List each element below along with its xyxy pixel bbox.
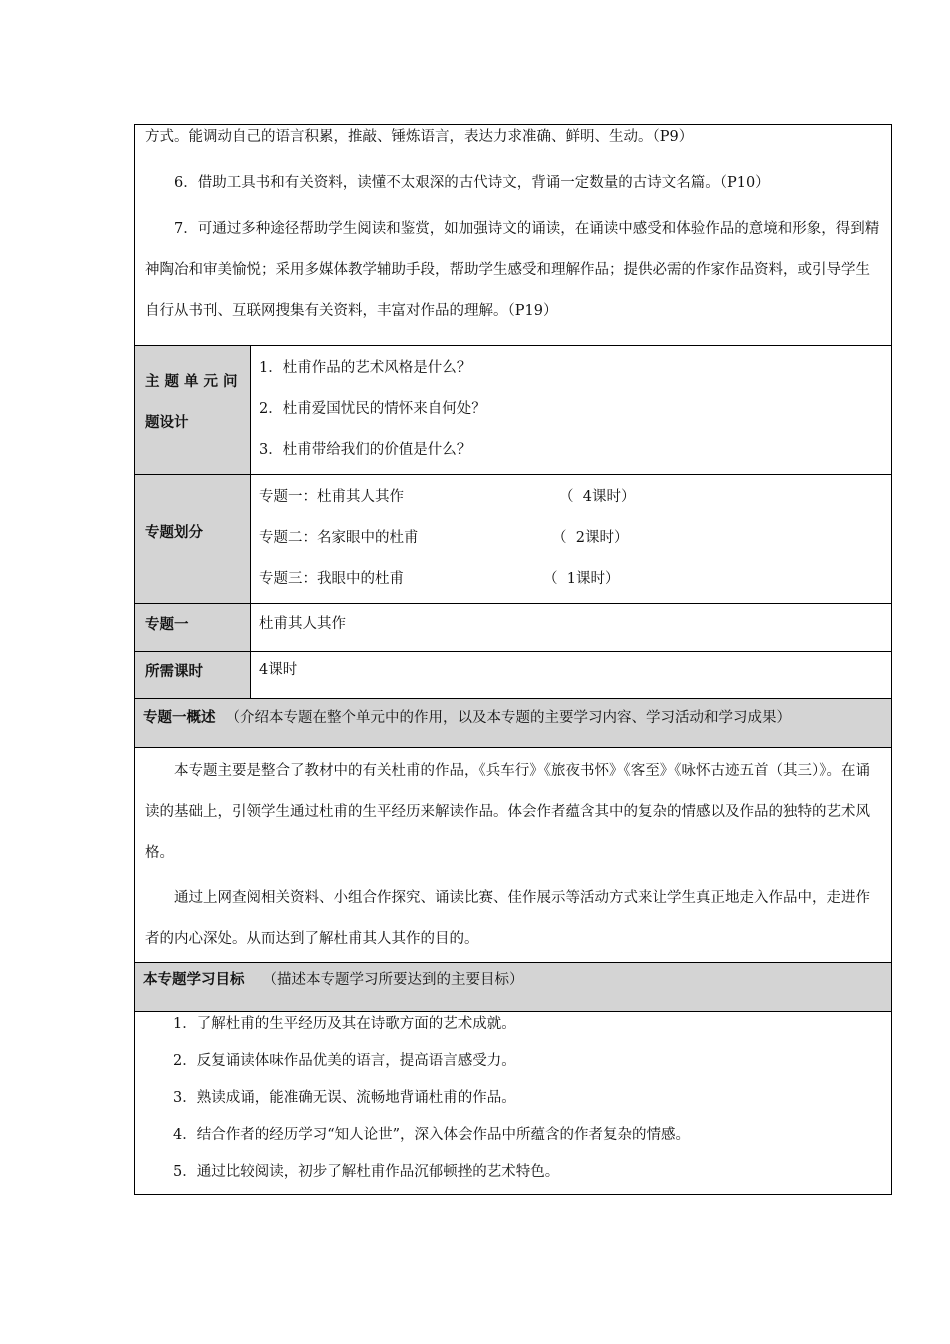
standards-paragraph: 6．借助工具书和有关资料，读懂不太艰深的古代诗文，背诵一定数量的古诗文名篇。（P10） <box>174 175 770 191</box>
topic-name: 专题三：我眼中的杜甫 <box>259 571 404 587</box>
question-item: 1．杜甫作品的艺术风格是什么？ <box>259 360 472 376</box>
question-item: 3．杜甫带给我们的价值是什么？ <box>259 442 472 458</box>
overview-body-cell <box>135 748 892 963</box>
hours-value: 4课时 <box>259 662 298 678</box>
goal-item: 3．熟读成诵，能准确无误、流畅地背诵杜甫的作品。 <box>173 1090 516 1106</box>
goal-item: 4．结合作者的经历学习“知人论世”，深入体会作品中所蕴含的作者复杂的情感。 <box>173 1127 691 1143</box>
topic-name: 专题一：杜甫其人其作 <box>259 489 404 505</box>
topic1-row <box>135 604 892 652</box>
hours-value-cell <box>251 652 892 699</box>
topic-name: 专题二：名家眼中的杜甫 <box>259 530 419 546</box>
division-topic <box>251 518 891 559</box>
standards-paragraph: 7．可通过多种途径帮助学生阅读和鉴赏，如加强诗文的诵读，在诵读中感受和体验作品的意境和形象，得到精神陶冶和审美愉悦；采用多媒体教学辅助手段，帮助学生感受和理解作品；提供必需的作家作品资料，或引导学生自行从书刊、互联网搜集有关资料，丰富对作品的理解。（P19） <box>145 221 880 319</box>
division-label: 专题划分 <box>145 525 203 541</box>
goals-header-cell <box>135 963 892 1012</box>
topic1-value-cell <box>251 604 892 652</box>
question-item: 2．杜甫爱国忧民的情怀来自何处？ <box>259 401 486 417</box>
topic-hours: （ 1课时） <box>543 571 620 587</box>
questions-row <box>135 346 892 475</box>
overview-header-row <box>135 699 892 748</box>
goals-header-row <box>135 963 892 1012</box>
topic1-label-cell <box>135 604 251 652</box>
division-topics <box>251 475 892 604</box>
topic-hours: （ 2课时） <box>552 530 629 546</box>
overview-note: （介绍本专题在整个单元中的作用，以及本专题的主要学习内容、学习活动和学习成果） <box>225 710 791 726</box>
hours-label: 所需课时 <box>145 664 203 680</box>
goals-body-cell <box>135 1012 892 1195</box>
standards-paragraph: 方式。能调动自己的语言积累，推敲、锤炼语言，表达力求准确、鲜明、生动。（P9） <box>145 129 694 145</box>
topic-hours: （ 4课时） <box>559 489 636 505</box>
questions-label-line2: 题设计 <box>145 415 189 431</box>
division-label-cell <box>135 475 251 604</box>
plan-table <box>134 124 892 1195</box>
goals-title: 本专题学习目标 <box>143 972 245 988</box>
goal-item: 2．反复诵读体味作品优美的语言，提高语言感受力。 <box>173 1053 516 1069</box>
overview-title: 专题一概述 <box>143 710 216 726</box>
questions-label-line1: 主题单元问 <box>145 374 243 390</box>
lesson-plan-table <box>134 124 891 1195</box>
overview-header-cell <box>135 699 892 748</box>
overview-paragraph: 通过上网查阅相关资料、小组合作探究、诵读比赛、佳作展示等活动方式来让学生真正地走入作品中，走进作者的内心深处。从而达到了解杜甫其人其作的目的。 <box>145 890 870 947</box>
overview-body-row <box>135 748 892 963</box>
hours-label-cell <box>135 652 251 699</box>
overview-paragraph: 本专题主要是整合了教材中的有关杜甫的作品，《兵车行》《旅夜书怀》《客至》《咏怀古迹五首（其三）》。在诵读的基础上，引领学生通过杜甫的生平经历来解读作品。体会作者蕴含其中的复杂的情感以及作品的独特的艺术风格。 <box>145 763 870 861</box>
division-row <box>135 475 892 604</box>
goal-item: 5．通过比较阅读，初步了解杜甫作品沉郁顿挫的艺术特色。 <box>173 1164 560 1180</box>
questions-list <box>251 346 892 475</box>
division-topic <box>251 559 891 600</box>
goals-note: （描述本专题学习所要达到的主要目标） <box>262 972 524 988</box>
questions-label-cell <box>135 346 251 475</box>
standards-cell <box>135 125 892 346</box>
goal-item: 1．了解杜甫的生平经历及其在诗歌方面的艺术成就。 <box>173 1016 516 1032</box>
topic1-value: 杜甫其人其作 <box>259 616 346 632</box>
topic1-label: 专题一 <box>145 617 189 633</box>
goals-body-row <box>135 1012 892 1195</box>
standards-row <box>135 125 892 346</box>
hours-row <box>135 652 892 699</box>
division-topic <box>251 477 891 518</box>
